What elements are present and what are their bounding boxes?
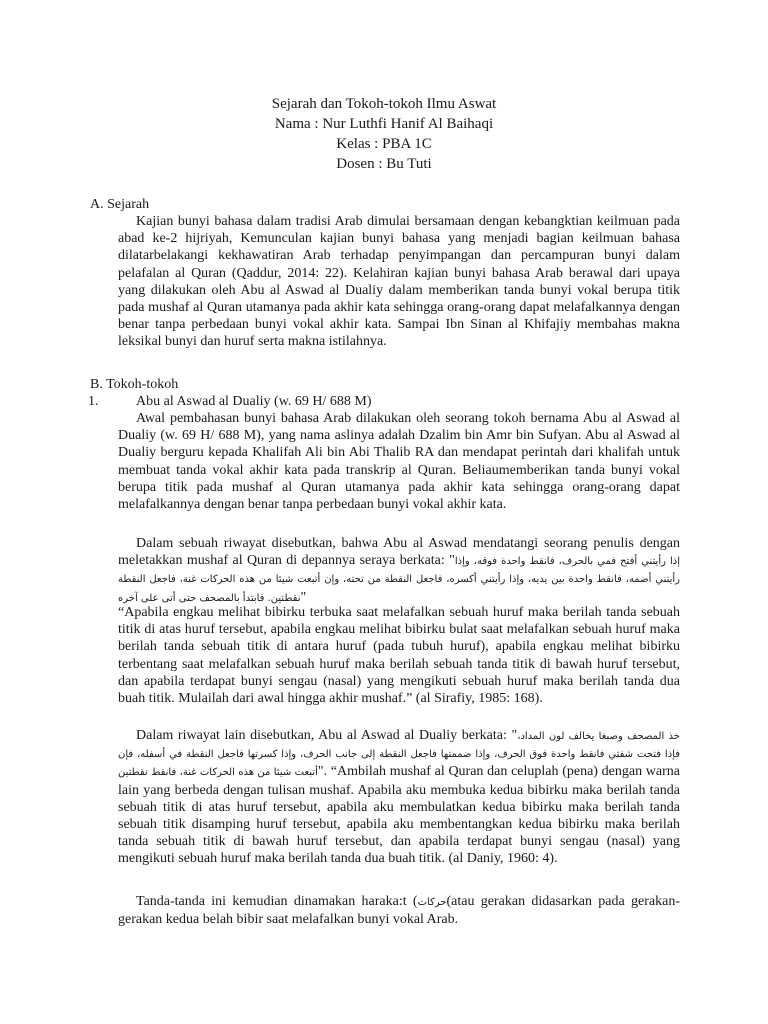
paragraph-2-lead: Dalam sebuah riwayat disebutkan, bahwa Abu al Aswad mendatangi seorang penulis dengan meletakkan mushaf al Quran di depannya seraya berkata: " [118, 536, 680, 569]
section-b-paragraph-4 [118, 727, 680, 868]
list-item-number: 1. [88, 394, 99, 409]
paragraph-5-lead: Tanda-tanda ini kemudian dinamakan haraka:t ( [136, 894, 418, 909]
arabic-quote-1: إذا رأيتني أفتح فمي بالحرف، فانقط واحدة فوقه، وإذا رأيتني أضمه، فانقط واحدة بين يديه، وإذا رأيتني أكسره، فاجعل النقطة من تحته، وإن أتبعت شيئا من هذه الحركات غنة، فاجعل النقطة نقطتين. فابتدأ بالمصحف حتى أتى على آخره [118, 556, 680, 604]
document-title: Sejarah dan Tokoh-tokoh Ilmu Aswat [271, 96, 497, 112]
paragraph-2-close: " [300, 589, 307, 605]
document-header [0, 94, 768, 174]
lecturer-info: Dosen : Bu Tuti [336, 156, 432, 172]
section-b-paragraph-1: Awal pembahasan bunyi bahasa Arab dilakukan oleh seorang tokoh bernama Abu al Aswad al Dualiy (w. 69 H/ 688 M), yang nama aslinya adalah Dzalim bin Amr bin Sufyan. Abu al Aswad al Dualiy berguru kepada Khalifah Ali bin Abi Thalib RA dan mendapat perintah dari khalifah untuk membuat tanda vokal akhir kata pada transkrip al Quran. Beliaumemberikan tanda bunyi vokal berupa titik pada mushaf al Quran utamanya pada akhir kata sehingga orang-orang dapat melafalkannya dengan benar tanpa perbedaan bunyi vokal akhir kata. [118, 411, 680, 513]
author-name: Nama : Nur Luthfi Hanif Al Baihaqi [274, 116, 494, 132]
section-a-paragraph: Kajian bunyi bahasa dalam tradisi Arab dimulai bersamaan dengan kebangktian keilmuan pada abad ke-2 hijriyah, Kemunculan kajian bunyi bahasa yang menjadi bagian keilmuan bahasa dilatarbelakangi kekhawatiran Arab terhadap penyimpangan dan percampuran bunyi dalam pelafalan al Quran (Qaddur, 2014: 22). Kelahiran kajian bunyi bahasa Arab berawal dari upaya yang dilakukan oleh Abu al Aswad al Dualiy dalam memberikan tanda bunyi vokal berupa titik pada mushaf al Quran utamanya pada akhir kata sehingga orang-orang dapat melafalkannya dengan benar tanpa perbedaan bunyi vokal akhir kata. Sampai Ibn Sinan al Khifajiy membahas makna leksikal bunyi dan huruf serta makna istilahnya. [118, 214, 680, 350]
class-info: Kelas : PBA 1C [336, 136, 432, 152]
section-b-heading: B. Tokoh-tokoh [90, 377, 179, 392]
section-b-paragraph-5 [118, 893, 680, 928]
arabic-quote-2: خذ المصحف وصبغا يخالف لون المداد، فإذا فتحت شفتي فانقط واحدة فوق الحرف، وإذا ضممتها فاجعل النقطة إلى جانب الحرف، وإذا كسرتها فاجعل النقطة في أسفله، فإن أتبعت شيئا من هذه الحركات غنة، فانقط نقطتين [118, 731, 680, 779]
arabic-term-harakat: حركات [417, 897, 447, 908]
section-a-heading: A. Sejarah [90, 197, 150, 212]
section-b-paragraph-2 [118, 535, 680, 607]
paragraph-4-rest: ". “Ambilah mushaf al Quran dan celuplah (pena) dengan warna lain yang berbeda dengan tulisan mushaf. Apabila aku membuka kedua bibirku maka berilah tanda sebuah titik di atas huruf tersebut, apabila aku membulatkan kedua bibirku maka berilah tanda sebuah titik disamping huruf tersebut, apabila aku membentangkan kedua bibirku maka berilah tanda sebuah titik di bawah huruf tersebut, dan apabila terdapat bunyi sengau (nasal) yang mengikuti sebuah huruf maka berilah tanda dua buah titik. (al Daniy, 1960: 4). [118, 764, 680, 867]
section-b-paragraph-3: “Apabila engkau melihat bibirku terbuka saat melafalkan sebuah huruf maka berilah tanda sebuah titik di atas huruf tersebut, apabila engkau melihat bibirku bulat saat melafalkan sebuah huruf maka berilah tanda sebuah titik di antara huruf (pada tubuh huruf), apabila engkau melihat bibirku terbentang saat melafalkan sebuah huruf maka berilah sebuah tanda titik di bawah huruf tersebut, dan apabila terdapat bunyi sengau (nasal) yang mengikuti sebuah huruf maka berilah tanda dua buah titik. Mulailah dari awal hingga akhir mushaf.” (al Sirafiy, 1985: 168). [118, 605, 680, 707]
list-item-title: Abu al Aswad al Dualiy (w. 69 H/ 688 M) [136, 394, 372, 409]
paragraph-4-lead: Dalam riwayat lain disebutkan, Abu al Aswad al Dualiy berkata: " [136, 728, 518, 743]
paragraph-5-rest: (atau gerakan didasarkan pada gerakan-gerakan kedua belah bibir saat melafalkan bunyi vokal Arab. [118, 894, 680, 928]
